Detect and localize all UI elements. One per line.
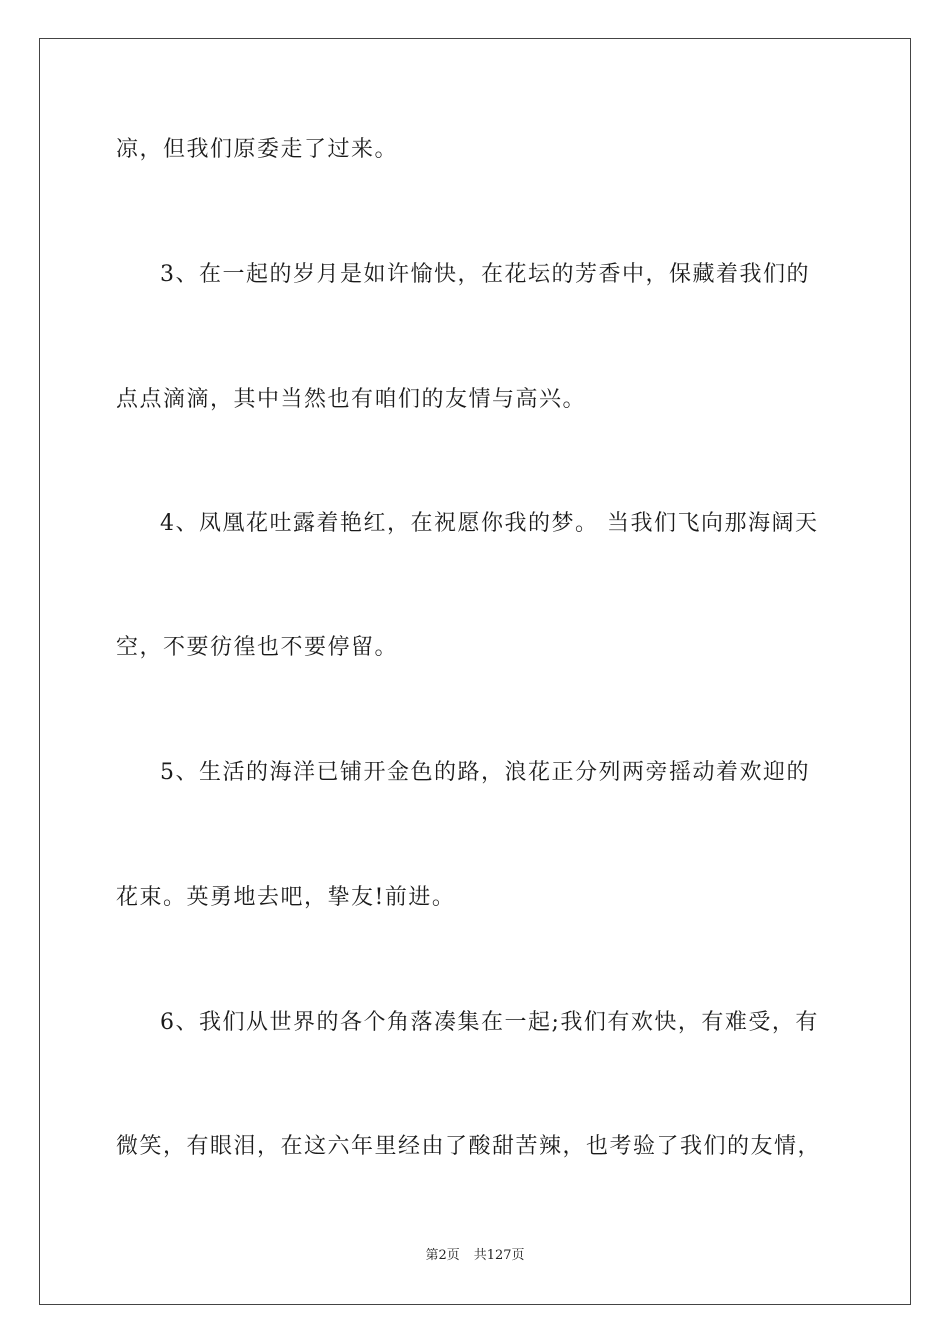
body-line: 空，不要彷徨也不要停留。 xyxy=(116,635,399,660)
page-number: 第2页 xyxy=(425,1248,460,1263)
page-frame xyxy=(39,38,911,1305)
body-line: 5、生活的海洋已铺开金色的路，浪花正分列两旁摇动着欢迎的 xyxy=(160,760,810,785)
body-line: 凉，但我们原委走了过来。 xyxy=(116,137,399,162)
body-line: 点点滴滴，其中当然也有咱们的友情与高兴。 xyxy=(116,387,587,412)
body-line: 微笑，有眼泪，在这六年里经由了酸甜苦辣，也考验了我们的友情， xyxy=(116,1134,822,1159)
body-line: 3、在一起的岁月是如许愉快，在花坛的芳香中，保藏着我们的 xyxy=(160,262,810,287)
page-footer xyxy=(0,1247,950,1265)
body-line: 6、我们从世界的各个角落凑集在一起;我们有欢快，有难受，有 xyxy=(160,1010,819,1035)
page-total: 共127页 xyxy=(473,1248,525,1263)
body-line: 4、凤凰花吐露着艳红，在祝愿你我的梦。 当我们飞向那海阔天 xyxy=(160,511,819,536)
body-line: 花束。英勇地去吧，挚友!前进。 xyxy=(116,885,456,910)
